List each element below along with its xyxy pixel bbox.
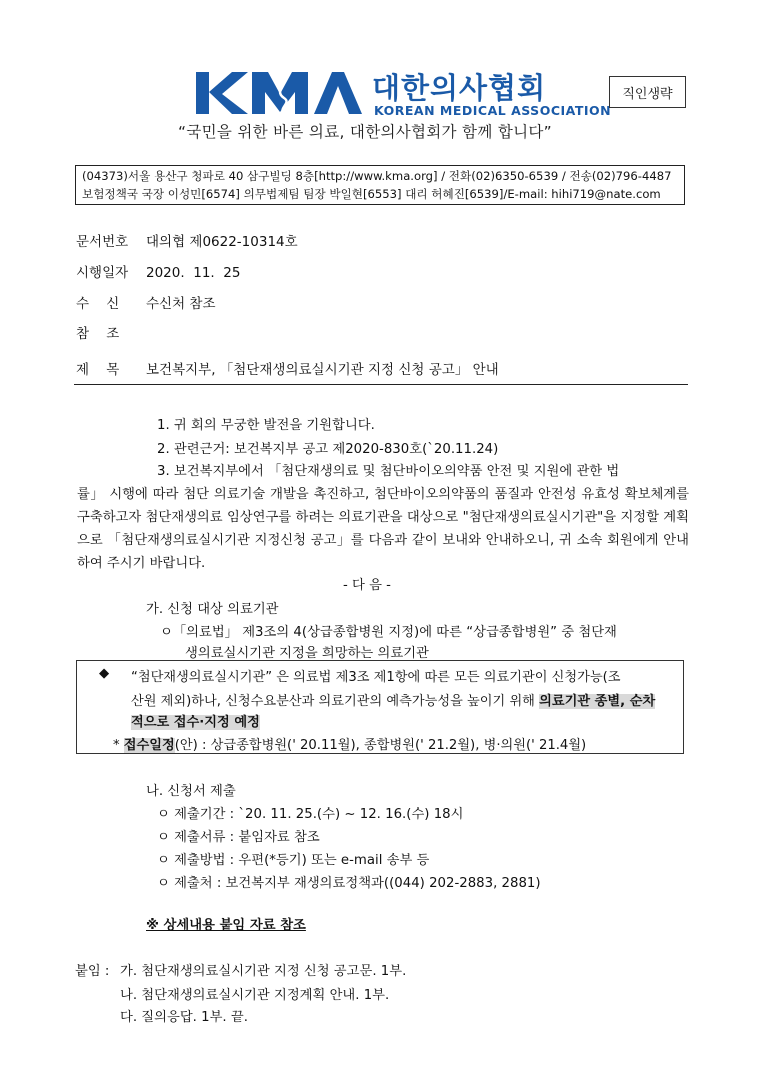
- diamond-icon: ◆: [99, 666, 110, 681]
- section-b-title: 나. 신청서 제출: [146, 784, 236, 799]
- date-label: 시행일자: [76, 265, 129, 281]
- recipient-value: 수신처 참조: [146, 296, 216, 312]
- org-name-english: KOREAN MEDICAL ASSOCIATION: [374, 103, 612, 118]
- doc-number-row: [76, 230, 298, 250]
- section-a-title: 가. 신청 대상 의료기관: [146, 602, 279, 617]
- subject-divider: [74, 384, 688, 385]
- submit-period: ㅇ 제출기간 : `20. 11. 25.(수) ~ 12. 16.(수) 18시: [157, 807, 464, 822]
- schedule-text: (안) : 상급종합병원(' 20.11월), 종합병원(' 21.2월), 병·의원(' 21.4월): [174, 738, 587, 753]
- schedule-line: [113, 734, 586, 753]
- notice-highlight-2: 적으로 접수·지정 예정: [131, 715, 260, 730]
- body-item-2: 2. 관련근거: 보건복지부 공고 제2020-830호(`20.11.24): [157, 442, 499, 457]
- submit-method: ㅇ 제출방법 : 우편(*등기) 또는 e-mail 송부 등: [157, 853, 430, 868]
- date-value: 2020. 11. 25: [146, 265, 241, 281]
- stamp-omitted-label: 직인생략: [622, 86, 673, 102]
- notice-line-2: [131, 690, 655, 709]
- contact-line-address: (04373)서울 용산구 청파로 40 삼구빌딩 8층[http://www.kma.org] / 전화(02)6350-6539 / 전송(02)796-4487: [82, 169, 672, 183]
- body-item-3-first-line: 3. 보건복지부에서 「첨단재생의료 및 첨단바이오의약품 안전 및 지원에 관한 법: [157, 464, 620, 479]
- notice-line-3: [131, 711, 260, 730]
- detail-note: ※ 상세내용 붙임 자료 참조: [146, 918, 306, 933]
- stamp-omitted-box: [609, 76, 686, 108]
- recipient-row: [76, 292, 216, 312]
- doc-number-label: 문서번호: [76, 234, 129, 250]
- schedule-star: *: [113, 738, 120, 753]
- reference-label: 참 조: [76, 326, 120, 342]
- subject-row: [76, 358, 499, 378]
- body-item-3-rest: 률」 시행에 따라 첨단 의료기술 개발을 촉진하고, 첨단바이오의약품의 품질과 안전성 유효성 확보체계를 구축하고자 첨단재생의료 임상연구를 하려는 의료기관을 대상으로 "첨단재생의료실시기관"을 지정할 계획으로 「첨단재생의료실시기관 지정신청 공고」를 다음과 같이 보내와 안내하오니, 귀 소속 회원에게 안내하여 주시기 바랍니다.: [77, 487, 689, 571]
- doc-number-value: 대의협 제0622-10314호: [146, 234, 298, 250]
- body-item-3: [77, 460, 689, 575]
- contact-info-box: [75, 165, 685, 205]
- submit-destination: ㅇ 제출처 : 보건복지부 재생의료정책과((044) 202-2883, 2881): [157, 876, 541, 891]
- notice-highlight-1: 의료기관 종별, 순차: [539, 694, 656, 709]
- recipient-label: 수 신: [76, 296, 120, 312]
- date-row: [76, 261, 240, 281]
- section-a-bullet: ㅇ「의료법」 제3조의 4(상급종합병원 지정)에 따른 “상급종합병원” 중 첨단재: [160, 625, 617, 640]
- slogan: “국민을 위한 바른 의료, 대한의사협회가 함께 합니다”: [178, 123, 552, 141]
- attachment-item-c: 다. 질의응답. 1부. 끝.: [120, 1010, 248, 1025]
- schedule-label: 접수일정: [123, 738, 175, 753]
- kma-logo: [196, 68, 362, 118]
- subject-label: 제 목: [76, 362, 120, 378]
- notice-line-1: “첨단재생의료실시기관” 은 의료법 제3조 제1항에 따른 모든 의료기관이 신청가능(조: [131, 670, 621, 685]
- submit-documents: ㅇ 제출서류 : 붙임자료 참조: [157, 830, 320, 845]
- attachment-item-b: 나. 첨단재생의료실시기관 지정계획 안내. 1부.: [120, 988, 390, 1003]
- notice-line-2-text: 산원 제외)하나, 신청수요분산과 의료기관의 예측가능성을 높이기 위해: [131, 694, 540, 709]
- contact-line-staff: 보험정책국 국장 이성민[6574] 의무법제팀 팀장 박일현[6553] 대리 허혜진[6539]/E-mail: hihi719@nate.com: [82, 186, 661, 201]
- section-a-bullet-cont: 생의료실시기관 지정을 희망하는 의료기관: [185, 646, 429, 661]
- org-name-korean: 대한의사협회: [372, 71, 547, 105]
- reference-row: [76, 322, 146, 342]
- attachments-label: 붙임 :: [75, 964, 110, 979]
- subject-value: 보건복지부, 「첨단재생의료실시기관 지정 신청 공고」 안내: [146, 362, 499, 378]
- notice-box: [76, 660, 684, 754]
- attachment-item-a: 가. 첨단재생의료실시기관 지정 신청 공고문. 1부.: [120, 964, 407, 979]
- body-item-1: 1. 귀 회의 무궁한 발전을 기원합니다.: [157, 418, 375, 433]
- next-marker: - 다 음 -: [343, 578, 391, 593]
